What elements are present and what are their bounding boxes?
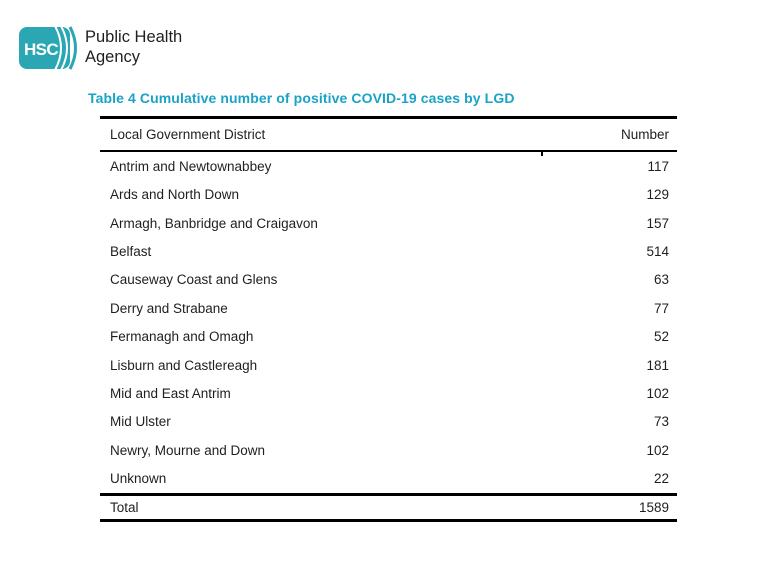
number-cell: 77 bbox=[653, 300, 669, 316]
number-cell: 22 bbox=[653, 471, 669, 487]
table-body bbox=[100, 152, 677, 493]
table-row bbox=[100, 436, 677, 464]
table-row bbox=[100, 209, 677, 237]
number-cell: 514 bbox=[646, 243, 669, 259]
column-header-district: Local Government District bbox=[110, 127, 266, 142]
number-cell: 129 bbox=[646, 187, 669, 203]
table-row bbox=[100, 266, 677, 294]
district-cell: Unknown bbox=[110, 471, 167, 487]
total-label-cell: Total bbox=[110, 499, 139, 515]
table-row bbox=[100, 379, 677, 407]
total-value-cell: 1589 bbox=[638, 499, 669, 515]
table-row bbox=[100, 464, 677, 492]
table-row bbox=[100, 408, 677, 436]
district-cell: Newry, Mourne and Down bbox=[110, 442, 266, 458]
brand-name bbox=[85, 25, 182, 67]
number-cell: 52 bbox=[653, 329, 669, 345]
hsc-logo-text: HSC bbox=[24, 40, 59, 59]
number-cell: 102 bbox=[646, 442, 669, 458]
district-cell: Mid and East Antrim bbox=[110, 385, 231, 401]
pha-brand bbox=[19, 25, 182, 71]
table-title: Table 4 Cumulative number of positive COVID-19 cases by LGD bbox=[88, 90, 515, 106]
number-cell: 63 bbox=[653, 272, 669, 288]
lgd-cases-table bbox=[100, 116, 677, 522]
table-row bbox=[100, 351, 677, 379]
number-cell: 102 bbox=[646, 385, 669, 401]
number-cell: 181 bbox=[646, 357, 669, 373]
table-total-row bbox=[100, 493, 677, 522]
brand-name-line2: Agency bbox=[85, 47, 141, 66]
scan-artifact-tick bbox=[541, 152, 543, 156]
hsc-logo-icon bbox=[19, 25, 81, 71]
district-cell: Belfast bbox=[110, 243, 152, 259]
district-cell: Causeway Coast and Glens bbox=[110, 272, 278, 288]
district-cell: Fermanagh and Omagh bbox=[110, 329, 254, 345]
table-header-row bbox=[100, 116, 677, 152]
district-cell: Lisburn and Castlereagh bbox=[110, 357, 258, 373]
table-row bbox=[100, 152, 677, 180]
number-cell: 157 bbox=[646, 215, 669, 231]
district-cell: Antrim and Newtownabbey bbox=[110, 158, 272, 174]
column-header-number: Number bbox=[620, 127, 669, 142]
table-row bbox=[100, 237, 677, 265]
table-row bbox=[100, 180, 677, 208]
table-row bbox=[100, 322, 677, 350]
brand-name-line1: Public Health bbox=[85, 28, 183, 46]
table-row bbox=[100, 294, 677, 322]
number-cell: 117 bbox=[647, 158, 669, 174]
district-cell: Derry and Strabane bbox=[110, 300, 228, 316]
district-cell: Armagh, Banbridge and Craigavon bbox=[110, 215, 318, 231]
district-cell: Ards and North Down bbox=[110, 187, 240, 203]
district-cell: Mid Ulster bbox=[110, 414, 171, 430]
number-cell: 73 bbox=[653, 414, 669, 430]
